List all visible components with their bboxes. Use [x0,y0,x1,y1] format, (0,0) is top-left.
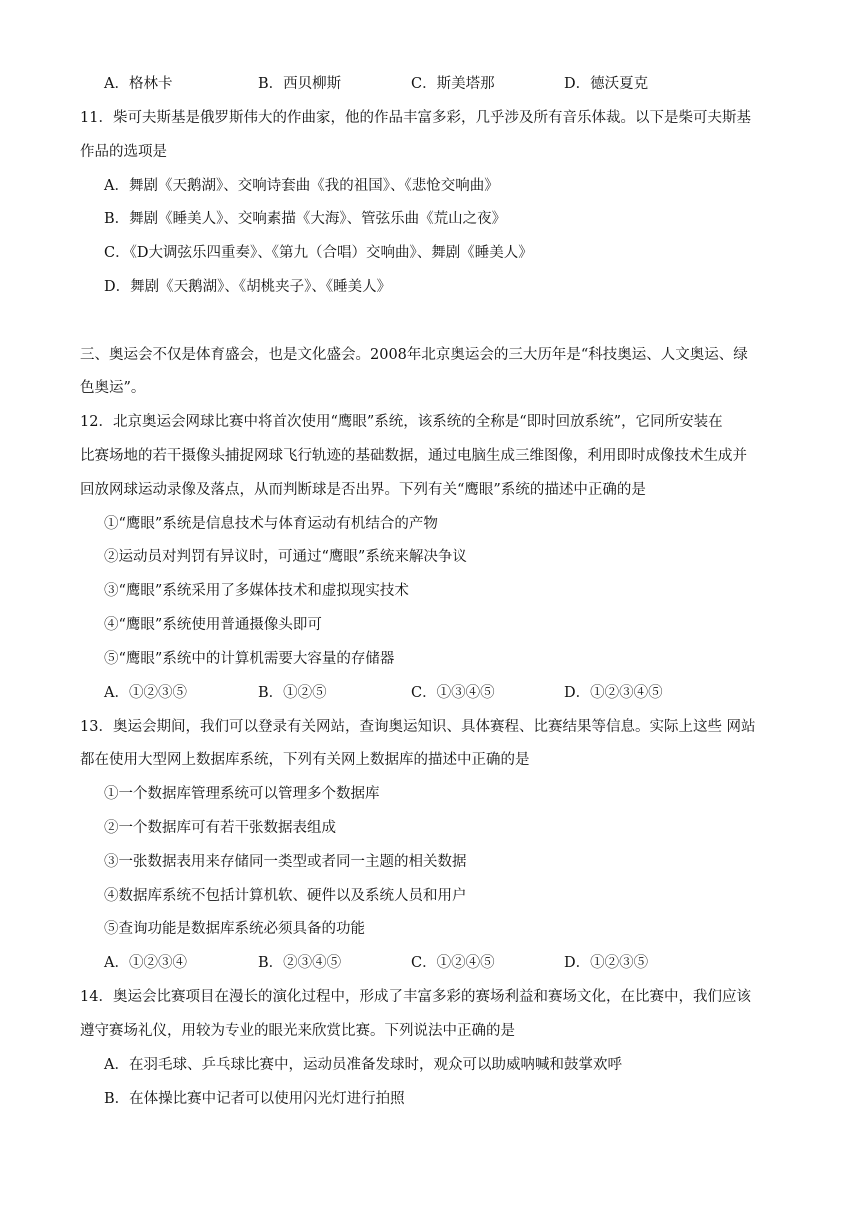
q10-option-a: A．格林卡 [104,76,173,92]
q13-item-3: ③一张数据表用来存储同一类型或者同一主题的相关数据 [104,854,467,870]
q12-item-5: ⑤“鹰眼”系统中的计算机需要大容量的存储器 [104,651,395,667]
q11-option-a: A．舞剧《天鹅湖》、交响诗套曲《我的祖国》、《悲怆交响曲》 [104,178,499,194]
q12-item-4: ④“鹰眼”系统使用普通摄像头即可 [104,617,322,633]
q14-stem-line2: 遵守赛场礼仪，用较为专业的眼光来欣赏比赛。下列说法中正确的是 [80,1023,515,1039]
q13-item-2: ②一个数据库可有若干张数据表组成 [104,820,336,836]
q11-stem-line1: 11．柴可夫斯基是俄罗斯伟大的作曲家，他的作品丰富多彩，几乎涉及所有音乐体裁。以下是柴可夫斯基 [80,110,751,126]
q12-item-3: ③“鹰眼”系统采用了多媒体技术和虚拟现实技术 [104,583,409,599]
q10-option-d: D．德沃夏克 [564,76,649,92]
q12-stem-line2: 比赛场地的若干摄像头捕捉网球飞行轨迹的基础数据，通过电脑生成三维图像，利用即时成像技术生成并 [80,448,747,464]
q13-item-1: ①一个数据库管理系统可以管理多个数据库 [104,786,380,802]
section3-line1: 三、奥运会不仅是体育盛会，也是文化盛会。2008年北京奥运会的三大历年是“科技奥运、人文奥运、绿 [80,347,748,363]
q11-stem-line2: 作品的选项是 [80,144,167,160]
q12-option-d: D．①②③④⑤ [564,685,663,701]
q12-option-b: B．①②⑤ [258,685,327,701]
q13-option-b: B．②③④⑤ [258,955,342,971]
q13-item-4: ④数据库系统不包括计算机软、硬件以及系统人员和用户 [104,888,467,904]
q10-option-c: C．斯美塔那 [411,76,495,92]
q14-option-b: B．在体操比赛中记者可以使用闪光灯进行拍照 [104,1091,405,1107]
q11-option-d: D．舞剧《天鹅湖》、《胡桃夹子》、《睡美人》 [104,279,392,295]
q12-stem-line1: 12．北京奥运会网球比赛中将首次使用“鹰眼”系统，该系统的全称是“即时回放系统”，它同所安装在 [80,414,723,430]
q13-stem-line2: 都在使用大型网上数据库系统，下列有关网上数据库的描述中正确的是 [80,752,530,768]
q12-stem-line3: 回放网球运动录像及落点，从而判断球是否出界。下列有关“鹰眼”系统的描述中正确的是 [80,482,646,498]
q10-option-b: B．西贝柳斯 [258,76,342,92]
q13-item-5: ⑤查询功能是数据库系统必须具备的功能 [104,921,365,937]
q14-stem-line1: 14．奥运会比赛项目在漫长的演化过程中，形成了丰富多彩的赛场利益和赛场文化，在比赛中，我们应该 [80,989,751,1005]
q12-item-1: ①“鹰眼”系统是信息技术与体育运动有机结合的产物 [104,516,438,532]
q13-option-d: D．①②③⑤ [564,955,649,971]
q12-item-2: ②运动员对判罚有异议时，可通过“鹰眼”系统来解决争议 [104,549,467,565]
q13-option-a: A．①②③④ [104,955,187,971]
q14-option-a: A．在羽毛球、乒乓球比赛中，运动员准备发球时，观众可以助威呐喊和鼓掌欢呼 [104,1057,622,1073]
q12-option-a: A．①②③⑤ [104,685,187,701]
q11-option-b: B．舞剧《睡美人》、交响素描《大海》、管弦乐曲《荒山之夜》 [104,211,507,227]
q12-option-c: C．①③④⑤ [411,685,495,701]
q11-option-c: C．《D大调弦乐四重奏》、《第九（合唱）交响曲》、舞剧《睡美人》 [104,245,533,261]
q13-option-c: C．①②④⑤ [411,955,495,971]
section3-line2: 色奥运”。 [80,380,146,396]
q13-stem-line1: 13．奥运会期间，我们可以登录有关网站，查询奥运知识、具体赛程、比赛结果等信息。实际上这些 网站 [80,719,756,735]
